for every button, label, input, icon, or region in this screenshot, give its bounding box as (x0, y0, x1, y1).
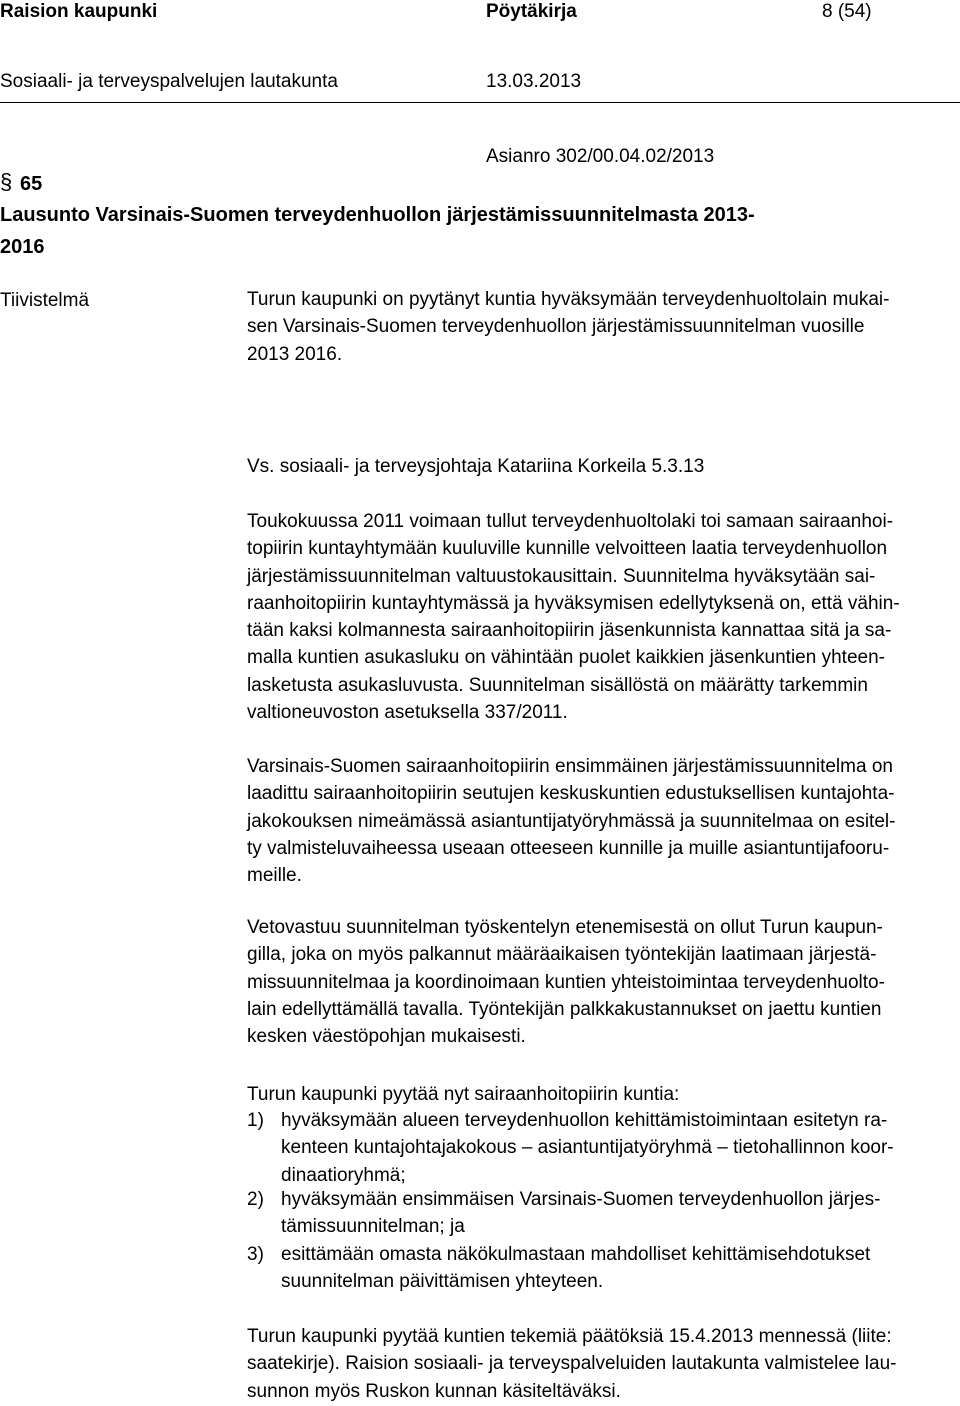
request-item-line: suunnitelman päivittämisen yhteyteen. (281, 1271, 604, 1293)
request-item-line: hyväksymään alueen terveydenhuollon kehittämistoimintaan esitetyn ra- (281, 1110, 888, 1131)
summary-line: Turun kaupunki on pyytänyt kuntia hyväksymään terveydenhuoltolain mukai- (247, 289, 890, 310)
summary-text (247, 286, 952, 368)
case-title-line-1: Lausunto Varsinais-Suomen terveydenhuollon järjestämissuunnitelmasta 2013- (0, 204, 755, 226)
request-item (247, 1186, 952, 1241)
paragraph-line: tään kaksi kolmannesta sairaanhoitopiirin jäsenkunnista kannattaa sitä ja sa- (247, 620, 892, 642)
paragraph-line: kesken väestöpohjan mukaisesti. (247, 1026, 526, 1048)
request-item-number: 2) (247, 1189, 264, 1210)
paragraph-line: lain edellyttämällä tavalla. Työntekijän palkkakustannukset on jaettu kuntien (247, 998, 882, 1020)
case-number: Asianro 302/00.04.02/2013 (486, 146, 715, 167)
section-number: 65 (20, 173, 43, 195)
section-symbol: § (0, 169, 13, 194)
paragraph-line: Turun kaupunki pyytää kuntien tekemiä päätöksiä 15.4.2013 mennessä (liite: (247, 1326, 892, 1347)
request-item (247, 1241, 952, 1296)
paragraph-line: topiirin kuntayhtymään kuuluville kunnille velvoitteen laatia terveydenhuollon (247, 538, 888, 560)
paragraph-line: ty valmisteluvaiheessa useaan otteeseen kunnille ja muille asiantuntijafooru- (247, 837, 890, 859)
header-divider (0, 102, 960, 103)
request-item-number: 1) (247, 1110, 264, 1131)
case-title-line-2: 2016 (0, 236, 45, 258)
paragraph-line: malla kuntien asukasluku on vähintään puolet kaikkien jäsenkuntien yhteen- (247, 647, 885, 669)
request-intro: Turun kaupunki pyytää nyt sairaanhoitopiirin kuntia: (247, 1084, 680, 1105)
summary-line: 2013 2016. (247, 343, 343, 365)
paragraph-line: järjestämissuunnitelman valtuustokausittain. Suunnitelma hyväksytään sai- (247, 565, 876, 587)
paragraph-line: lasketusta asukasluvusta. Suunnitelman sisällöstä on määrätty tarkemmin (247, 674, 868, 696)
summary-line: sen Varsinais-Suomen terveydenhuollon järjestämissuunnitelman vuosille (247, 316, 865, 338)
paragraph-line: meille. (247, 865, 302, 887)
paragraph-2 (247, 753, 952, 889)
paragraph-line: gilla, joka on myös palkannut määräaikaisen työntekijän laatimaan järjestä- (247, 944, 877, 966)
paragraph-line: jakokouksen nimeämässä asiantuntijatyöryhmässä ja suunnitelmaa on esitel- (247, 810, 896, 832)
paragraph-line: sunnon myös Ruskon kunnan käsiteltäväksi. (247, 1380, 621, 1402)
document-type: Pöytäkirja (486, 1, 577, 22)
closing-paragraph (247, 1323, 952, 1405)
request-item (247, 1107, 952, 1189)
request-item-line: kenteen kuntajohtajakokous – asiantuntijatyöryhmä – tietohallinnon koor- (281, 1137, 894, 1159)
paragraph-line: missuunnitelmaa ja koordinoimaan kuntien yhteistoimintaa terveydenhuolto- (247, 971, 885, 993)
organization-name: Raision kaupunki (0, 1, 158, 22)
paragraph-3 (247, 914, 952, 1050)
paragraph-line: Toukokuussa 2011 voimaan tullut terveydenhuoltolaki toi samaan sairaanhoi- (247, 511, 894, 532)
paragraph-line: raanhoitopiirin kuntayhtymässä ja hyväksymisen edellytyksenä on, että vähin- (247, 592, 900, 614)
paragraph-1 (247, 508, 952, 726)
paragraph-line: saatekirje). Raision sosiaali- ja terveyspalveluiden lautakunta valmistelee lau- (247, 1353, 897, 1375)
paragraph-line: laadittu sairaanhoitopiirin seutujen keskuskuntien edustuksellisen kuntajohta- (247, 783, 895, 805)
preparer: Vs. sosiaali- ja terveysjohtaja Katariina Korkeila 5.3.13 (247, 456, 705, 477)
request-item-line: hyväksymään ensimmäisen Varsinais-Suomen terveydenhuollon järjes- (281, 1189, 881, 1210)
paragraph-line: valtioneuvoston asetuksella 337/2011. (247, 702, 568, 724)
summary-label: Tiivistelmä (0, 290, 90, 311)
paragraph-line: Varsinais-Suomen sairaanhoitopiirin ensimmäinen järjestämissuunnitelma on (247, 756, 893, 777)
committee-name: Sosiaali- ja terveyspalvelujen lautakunta (0, 71, 338, 92)
request-item-line: esittämään omasta näkökulmastaan mahdolliset kehittämisehdotukset (281, 1244, 871, 1265)
request-item-line: dinaatioryhmä; (281, 1164, 406, 1186)
page-number: 8 (54) (822, 1, 872, 22)
paragraph-line: Vetovastuu suunnitelman työskentelyn etenemisestä on ollut Turun kaupun- (247, 917, 883, 938)
request-item-line: tämissuunnitelman; ja (281, 1216, 465, 1238)
meeting-date: 13.03.2013 (486, 71, 582, 92)
request-item-number: 3) (247, 1244, 264, 1265)
